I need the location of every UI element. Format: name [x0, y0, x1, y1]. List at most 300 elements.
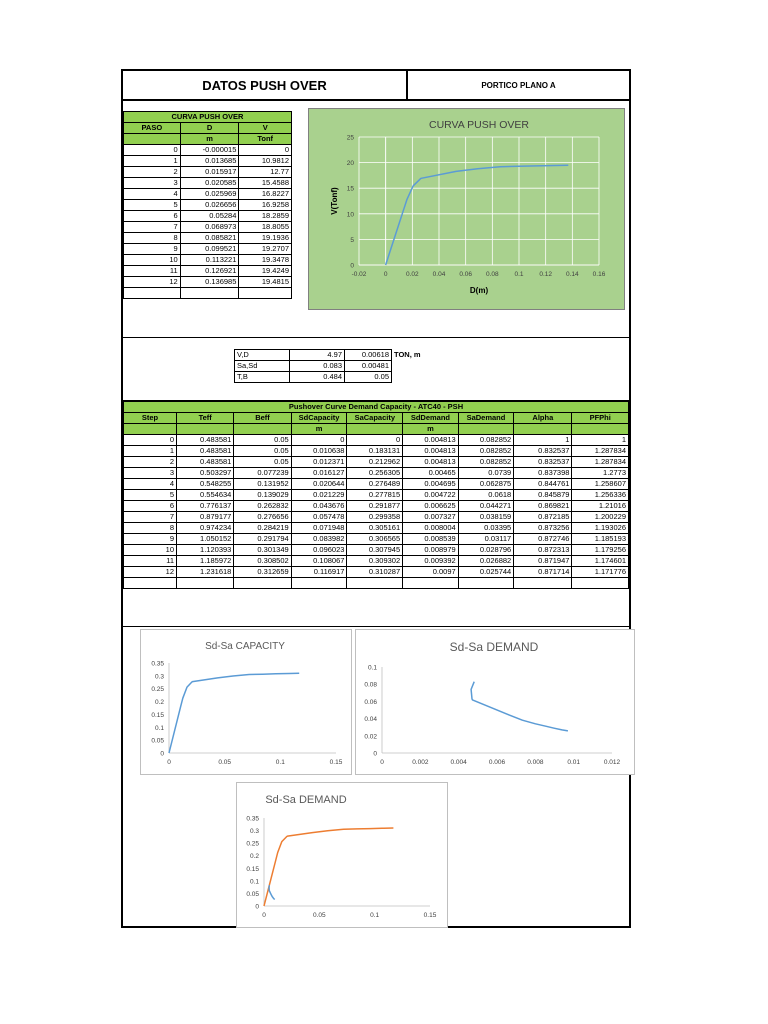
table-row [124, 167, 292, 178]
demand-cell-sademand: 0.025744 [458, 567, 514, 578]
empty-cell [124, 578, 177, 589]
col-header-sacapacity: SaCapacity [347, 413, 403, 424]
demand-cell-sacapacity: 0.310287 [347, 567, 403, 578]
demand-cell-sademand: 0.082852 [458, 446, 514, 457]
table-row [124, 277, 292, 288]
demand-cell-step: 0 [124, 435, 177, 446]
demand-cell-sacapacity: 0.299358 [347, 512, 403, 523]
paso-cell: 8 [124, 233, 181, 244]
table-row [124, 244, 292, 255]
unit-cell [514, 424, 572, 435]
demand-cell-teff: 0.974234 [177, 523, 234, 534]
demand-cell-sddemand: 0.004722 [403, 490, 459, 501]
y-tick-label: 0.15 [246, 865, 259, 873]
demand-cell-sademand: 0.0618 [458, 490, 514, 501]
demand-cell-sacapacity: 0.306565 [347, 534, 403, 545]
x-tick-label: 0 [262, 912, 266, 919]
chart-title: Sd-Sa DEMAND [449, 640, 539, 654]
col-header-alpha: Alpha [514, 413, 572, 424]
x-tick-label: 0 [383, 271, 388, 278]
unit-cell [234, 424, 291, 435]
table-row [124, 468, 629, 479]
demand-cell-sacapacity: 0.309302 [347, 556, 403, 567]
demand-cell-beff: 0.284219 [234, 523, 291, 534]
paso-cell: 10 [124, 255, 181, 266]
y-tick-label: 0.1 [249, 878, 259, 886]
series-line-0 [386, 165, 569, 265]
paso-cell: 7 [124, 222, 181, 233]
series-line-0 [264, 828, 393, 906]
y-tick-label: 25 [346, 134, 354, 142]
y-tick-label: 0.1 [154, 724, 164, 732]
d-cell: 0.05284 [180, 211, 239, 222]
demand-cell-alpha: 0.871947 [514, 556, 572, 567]
table-row [124, 200, 292, 211]
series-line-0 [169, 673, 299, 753]
demand-cell-sacapacity: 0.276489 [347, 479, 403, 490]
param-label: Sa,Sd [235, 361, 290, 372]
paso-cell: 5 [124, 200, 181, 211]
table-row [124, 457, 629, 468]
demand-cell-alpha: 1 [514, 435, 572, 446]
demand-cell-pfphi: 1.287834 [572, 446, 629, 457]
demand-cell-sacapacity: 0.291877 [347, 501, 403, 512]
x-tick-label: 0.1 [514, 271, 524, 278]
demand-cell-alpha: 0.844761 [514, 479, 572, 490]
demand-cell-pfphi: 1.287834 [572, 457, 629, 468]
table-row [124, 446, 629, 457]
d-cell: 0.020585 [180, 178, 239, 189]
demand-cell-teff: 0.776137 [177, 501, 234, 512]
demand-cell-beff: 0.308502 [234, 556, 291, 567]
header-row [123, 71, 629, 101]
y-tick-label: 0.25 [151, 686, 164, 694]
v-cell: 19.2707 [239, 244, 292, 255]
demand-cell-sddemand: 0.00465 [403, 468, 459, 479]
chart-title: Sd-Sa CAPACITY [205, 641, 285, 652]
d-cell: 0.136985 [180, 277, 239, 288]
push-over-table [123, 111, 292, 299]
param-value-1: 4.97 [290, 350, 345, 361]
empty-cell [347, 578, 403, 589]
demand-cell-pfphi: 1.258607 [572, 479, 629, 490]
d-cell: 0.013685 [180, 156, 239, 167]
unit-cell: m [403, 424, 459, 435]
chart-title: Sd-Sa DEMAND [265, 794, 347, 806]
table-row [235, 372, 424, 383]
push-over-chart [308, 108, 625, 310]
table-row [124, 512, 629, 523]
unit-cell [347, 424, 403, 435]
demand-cell-sddemand: 0.009392 [403, 556, 459, 567]
x-tick-label: 0.008 [527, 759, 544, 766]
y-tick-label: 0.05 [246, 890, 259, 898]
paso-cell: 2 [124, 167, 181, 178]
demand-cell-teff: 0.548255 [177, 479, 234, 490]
params-table [234, 349, 424, 383]
demand-cell-sdcapacity: 0.016127 [291, 468, 347, 479]
x-tick-label: 0 [167, 759, 171, 766]
demand-cell-sddemand: 0.004695 [403, 479, 459, 490]
demand-cell-beff: 0.05 [234, 446, 291, 457]
demand-cell-pfphi: 1 [572, 435, 629, 446]
x-tick-label: 0 [380, 759, 384, 766]
demand-cell-sademand: 0.028796 [458, 545, 514, 556]
unit-cell [458, 424, 514, 435]
d-cell: 0.025969 [180, 189, 239, 200]
sd-sa-demand-combined-chart [236, 782, 448, 928]
v-cell: 15.4588 [239, 178, 292, 189]
table-row [235, 361, 424, 372]
demand-cell-sdcapacity: 0.108067 [291, 556, 347, 567]
x-tick-label: 0.15 [423, 912, 437, 919]
paso-cell: 11 [124, 266, 181, 277]
unit-d: m [180, 134, 239, 145]
demand-cell-teff: 0.879177 [177, 512, 234, 523]
v-cell: 10.9812 [239, 156, 292, 167]
demand-cell-beff: 0.291794 [234, 534, 291, 545]
v-cell: 18.8055 [239, 222, 292, 233]
demand-cell-sdcapacity: 0.021229 [291, 490, 347, 501]
demand-cell-sdcapacity: 0.083982 [291, 534, 347, 545]
spreadsheet-page [121, 69, 631, 928]
demand-cell-pfphi: 1.185193 [572, 534, 629, 545]
demand-cell-beff: 0.312659 [234, 567, 291, 578]
empty-cell [180, 288, 239, 299]
x-tick-label: 0.15 [329, 759, 343, 766]
param-unit: TON, m [394, 350, 421, 359]
demand-cell-teff: 0.483581 [177, 446, 234, 457]
col-header-step: Step [124, 413, 177, 424]
x-tick-label: 0.04 [432, 271, 446, 278]
paso-cell: 1 [124, 156, 181, 167]
paso-cell: 12 [124, 277, 181, 288]
y-tick-label: 0.35 [151, 660, 164, 668]
x-tick-label: 0.1 [275, 759, 285, 766]
demand-cell-beff: 0.301349 [234, 545, 291, 556]
table-row [124, 534, 629, 545]
demand-cell-teff: 1.120393 [177, 545, 234, 556]
demand-cell-sdcapacity: 0.020644 [291, 479, 347, 490]
demand-cell-sdcapacity: 0.010638 [291, 446, 347, 457]
demand-cell-beff: 0.276656 [234, 512, 291, 523]
demand-cell-sacapacity: 0.305161 [347, 523, 403, 534]
demand-cell-sddemand: 0.004813 [403, 446, 459, 457]
table-row [124, 178, 292, 189]
table-row [124, 233, 292, 244]
param-label: T,B [235, 372, 290, 383]
demand-cell-sademand: 0.082852 [458, 457, 514, 468]
demand-cell-sddemand: 0.007327 [403, 512, 459, 523]
y-tick-label: 20 [346, 160, 354, 168]
demand-cell-beff: 0.05 [234, 435, 291, 446]
demand-cell-sademand: 0.03117 [458, 534, 514, 545]
demand-cell-sademand: 0.082852 [458, 435, 514, 446]
demand-cell-beff: 0.262832 [234, 501, 291, 512]
paso-cell: 4 [124, 189, 181, 200]
col-header-sdcapacity: SdCapacity [291, 413, 347, 424]
demand-cell-step: 4 [124, 479, 177, 490]
empty-cell [124, 288, 181, 299]
x-axis-label: D(m) [469, 286, 489, 295]
demand-cell-sacapacity: 0.256305 [347, 468, 403, 479]
param-value-1: 0.484 [290, 372, 345, 383]
demand-cell-sddemand: 0.008539 [403, 534, 459, 545]
table-row [124, 145, 292, 156]
param-value-1: 0.083 [290, 361, 345, 372]
demand-cell-step: 7 [124, 512, 177, 523]
demand-cell-alpha: 0.832537 [514, 457, 572, 468]
demand-cell-beff: 0.139029 [234, 490, 291, 501]
x-tick-label: 0.08 [486, 271, 499, 278]
v-cell: 0 [239, 145, 292, 156]
d-cell: 0.085821 [180, 233, 239, 244]
col-header-d: D [180, 123, 239, 134]
empty-cell [458, 578, 514, 589]
x-tick-label: 0.02 [406, 271, 419, 278]
demand-cell-sddemand: 0.008004 [403, 523, 459, 534]
y-tick-label: 0.04 [364, 716, 377, 724]
y-tick-label: 0.2 [154, 699, 164, 707]
demand-cell-sddemand: 0.008979 [403, 545, 459, 556]
demand-cell-alpha: 0.872313 [514, 545, 572, 556]
table-row [124, 545, 629, 556]
y-tick-label: 0 [350, 262, 354, 270]
v-cell: 16.9258 [239, 200, 292, 211]
demand-cell-sddemand: 0.004813 [403, 435, 459, 446]
demand-cell-alpha: 0.832537 [514, 446, 572, 457]
empty-cell [239, 288, 292, 299]
d-cell: 0.068973 [180, 222, 239, 233]
demand-cell-teff: 0.483581 [177, 457, 234, 468]
unit-paso [124, 134, 181, 145]
push-table-title: CURVA PUSH OVER [124, 112, 292, 123]
demand-cell-sddemand: 0.006625 [403, 501, 459, 512]
d-cell: 0.015917 [180, 167, 239, 178]
demand-cell-sddemand: 0.004813 [403, 457, 459, 468]
demand-cell-pfphi: 1.200229 [572, 512, 629, 523]
y-tick-label: 0.08 [364, 681, 377, 689]
demand-cell-teff: 1.231618 [177, 567, 234, 578]
v-cell: 19.3478 [239, 255, 292, 266]
page-title: DATOS PUSH OVER [123, 71, 408, 99]
v-cell: 12.77 [239, 167, 292, 178]
series-line-1 [269, 885, 275, 899]
demand-cell-sdcapacity: 0.071948 [291, 523, 347, 534]
y-tick-label: 0.06 [364, 698, 377, 706]
demand-cell-alpha: 0.845879 [514, 490, 572, 501]
param-value-2: 0.05 [345, 372, 392, 383]
paso-cell: 9 [124, 244, 181, 255]
demand-cell-sademand: 0.038159 [458, 512, 514, 523]
param-unit [392, 361, 424, 372]
demand-cell-sacapacity: 0.212962 [347, 457, 403, 468]
sd-sa-demand-chart [355, 629, 635, 775]
table-row [124, 435, 629, 446]
demand-cell-step: 5 [124, 490, 177, 501]
demand-cell-sddemand: 0.0097 [403, 567, 459, 578]
chart-title: CURVA PUSH OVER [429, 119, 529, 131]
v-cell: 19.4815 [239, 277, 292, 288]
demand-cell-alpha: 0.872746 [514, 534, 572, 545]
demand-cell-teff: 1.050152 [177, 534, 234, 545]
v-cell: 16.8227 [239, 189, 292, 200]
demand-cell-pfphi: 1.179256 [572, 545, 629, 556]
page-subtitle: PORTICO PLANO A [481, 80, 556, 90]
paso-cell: 0 [124, 145, 181, 156]
series-line-0 [471, 682, 568, 731]
paso-cell: 6 [124, 211, 181, 222]
table-row [124, 156, 292, 167]
y-tick-label: 0.02 [364, 733, 377, 741]
y-tick-label: 15 [346, 185, 354, 193]
col-header-v: V [239, 123, 292, 134]
demand-cell-sdcapacity: 0.057478 [291, 512, 347, 523]
x-tick-label: 0.1 [370, 912, 380, 919]
demand-cell-step: 9 [124, 534, 177, 545]
y-tick-label: 10 [346, 211, 354, 219]
col-header-beff: Beff [234, 413, 291, 424]
unit-cell [572, 424, 629, 435]
x-tick-label: 0.14 [566, 271, 579, 278]
demand-cell-sademand: 0.026882 [458, 556, 514, 567]
d-cell: 0.026656 [180, 200, 239, 211]
empty-cell [177, 578, 234, 589]
d-cell: -0.000015 [180, 145, 239, 156]
demand-cell-alpha: 0.869821 [514, 501, 572, 512]
demand-cell-alpha: 0.871714 [514, 567, 572, 578]
demand-cell-alpha: 0.837398 [514, 468, 572, 479]
x-tick-label: 0.006 [488, 759, 506, 766]
demand-cell-sdcapacity: 0.043676 [291, 501, 347, 512]
demand-cell-sdcapacity: 0.012371 [291, 457, 347, 468]
v-cell: 19.4249 [239, 266, 292, 277]
demand-cell-step: 11 [124, 556, 177, 567]
y-tick-label: 0.35 [246, 815, 259, 823]
y-tick-label: 5 [350, 236, 354, 244]
table-row [124, 556, 629, 567]
v-cell: 19.1936 [239, 233, 292, 244]
demand-cell-sdcapacity: 0.096023 [291, 545, 347, 556]
demand-cell-pfphi: 1.2773 [572, 468, 629, 479]
y-tick-label: 0 [373, 750, 377, 758]
unit-cell [124, 424, 177, 435]
demand-cell-teff: 0.554634 [177, 490, 234, 501]
demand-cell-step: 12 [124, 567, 177, 578]
demand-cell-teff: 1.185972 [177, 556, 234, 567]
demand-cell-sademand: 0.062875 [458, 479, 514, 490]
demand-cell-step: 2 [124, 457, 177, 468]
demand-cell-step: 1 [124, 446, 177, 457]
d-cell: 0.113221 [180, 255, 239, 266]
v-cell: 18.2859 [239, 211, 292, 222]
demand-cell-teff: 0.483581 [177, 435, 234, 446]
col-header-teff: Teff [177, 413, 234, 424]
y-tick-label: 0 [255, 903, 259, 911]
demand-cell-pfphi: 1.256336 [572, 490, 629, 501]
demand-table-title: Pushover Curve Demand Capacity - ATC40 - PSH [124, 402, 629, 413]
demand-cell-beff: 0.077239 [234, 468, 291, 479]
col-header-paso: PASO [124, 123, 181, 134]
y-tick-label: 0.3 [249, 828, 259, 836]
empty-cell [403, 578, 459, 589]
x-tick-label: 0.01 [567, 759, 580, 766]
demand-cell-sdcapacity: 0 [291, 435, 347, 446]
demand-cell-sdcapacity: 0.116917 [291, 567, 347, 578]
y-tick-label: 0 [160, 750, 164, 758]
empty-cell [291, 578, 347, 589]
y-tick-label: 0.15 [151, 711, 164, 719]
demand-cell-sademand: 0.0739 [458, 468, 514, 479]
table-row [124, 222, 292, 233]
x-tick-label: 0.12 [539, 271, 552, 278]
table-row [235, 350, 424, 361]
d-cell: 0.126921 [180, 266, 239, 277]
param-value-2: 0.00481 [345, 361, 392, 372]
empty-cell [514, 578, 572, 589]
demand-cell-teff: 0.503297 [177, 468, 234, 479]
demand-cell-step: 8 [124, 523, 177, 534]
demand-cell-beff: 0.131952 [234, 479, 291, 490]
y-axis-label: V(Tonf) [330, 187, 339, 215]
y-tick-label: 0.1 [367, 664, 377, 672]
demand-capacity-table [123, 401, 629, 589]
paso-cell: 3 [124, 178, 181, 189]
x-tick-label: -0.02 [351, 271, 367, 278]
demand-cell-sacapacity: 0 [347, 435, 403, 446]
demand-cell-pfphi: 1.21016 [572, 501, 629, 512]
demand-cell-sacapacity: 0.277815 [347, 490, 403, 501]
x-tick-label: 0.002 [412, 759, 429, 766]
x-tick-label: 0.012 [603, 759, 621, 766]
param-unit [392, 372, 424, 383]
demand-cell-pfphi: 1.174601 [572, 556, 629, 567]
unit-cell [177, 424, 234, 435]
table-row [124, 211, 292, 222]
demand-cell-pfphi: 1.193026 [572, 523, 629, 534]
table-row [124, 479, 629, 490]
unit-cell: m [291, 424, 347, 435]
demand-cell-step: 10 [124, 545, 177, 556]
empty-cell [572, 578, 629, 589]
table-row [124, 523, 629, 534]
demand-cell-sademand: 0.044271 [458, 501, 514, 512]
param-label: V,D [235, 350, 290, 361]
demand-cell-step: 6 [124, 501, 177, 512]
table-row [124, 490, 629, 501]
y-tick-label: 0.25 [246, 840, 259, 848]
demand-cell-beff: 0.05 [234, 457, 291, 468]
demand-cell-sademand: 0.03395 [458, 523, 514, 534]
col-header-pfphi: PFPhi [572, 413, 629, 424]
x-tick-label: 0.16 [592, 271, 606, 278]
table-row [124, 255, 292, 266]
x-tick-label: 0.05 [313, 912, 326, 919]
demand-cell-alpha: 0.873256 [514, 523, 572, 534]
col-header-sademand: SaDemand [458, 413, 514, 424]
y-tick-label: 0.05 [151, 737, 164, 745]
x-tick-label: 0.05 [218, 759, 231, 766]
table-row [124, 266, 292, 277]
param-value-2: 0.00618 [345, 350, 392, 361]
col-header-sddemand: SdDemand [403, 413, 459, 424]
empty-cell [234, 578, 291, 589]
demand-cell-sacapacity: 0.307945 [347, 545, 403, 556]
table-row [124, 501, 629, 512]
sd-sa-capacity-chart [140, 629, 352, 775]
demand-cell-alpha: 0.872185 [514, 512, 572, 523]
x-tick-label: 0.06 [459, 271, 472, 278]
